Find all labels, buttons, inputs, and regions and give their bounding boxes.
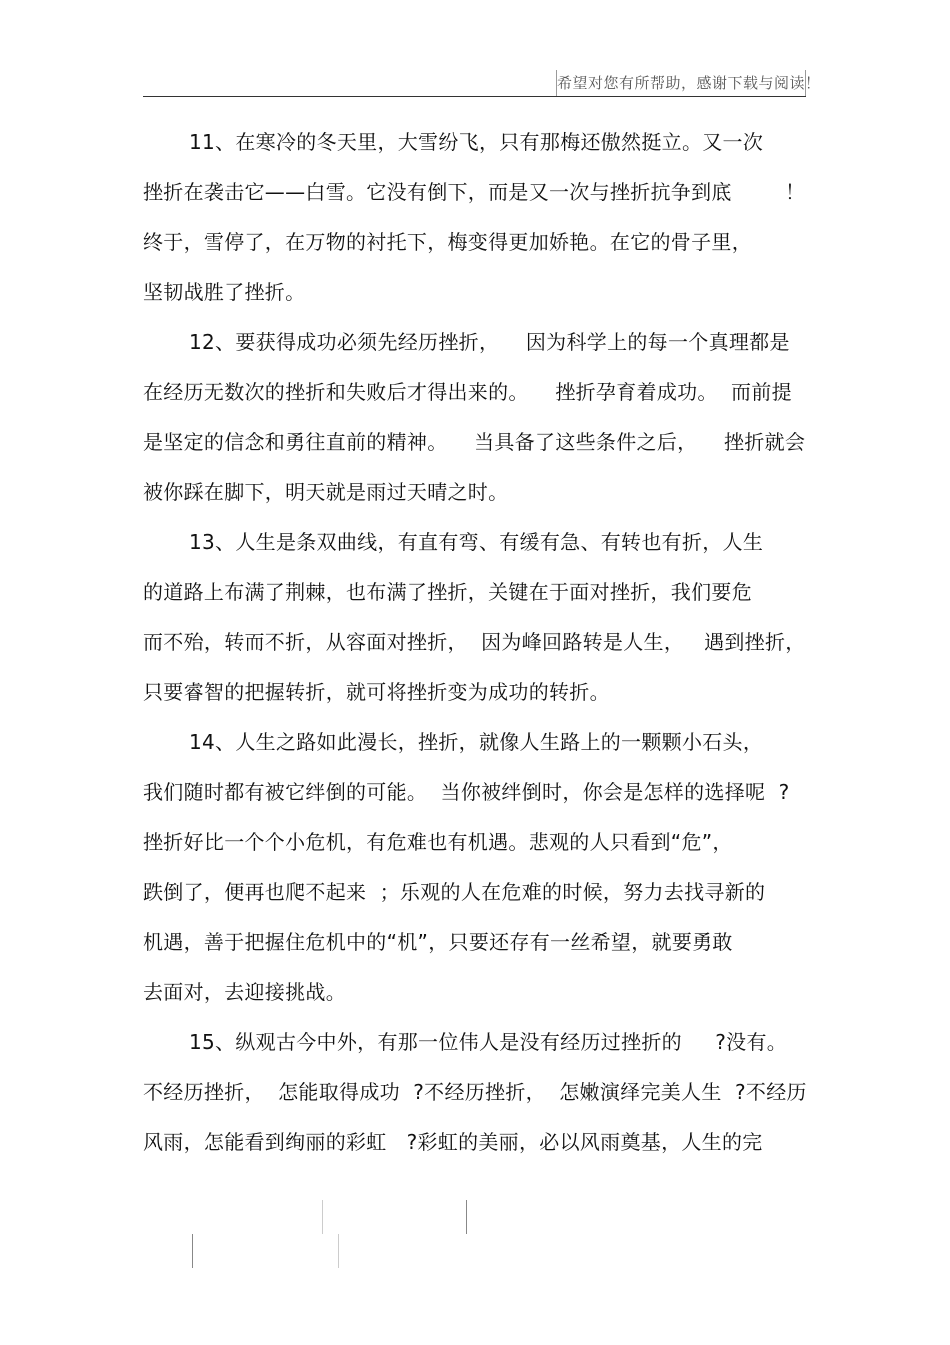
text-line: 而不殆，转而不折，从容面对挫折， 因为峰回路转是人生， 遇到挫折， xyxy=(143,630,806,654)
text-line: 不经历挫折， 怎能取得成功 ?不经历挫折， 怎嫩演绎完美人生 ?不经历 xyxy=(143,1080,807,1104)
text-line: 我们随时都有被它绊倒的可能。 当你被绊倒时，你会是怎样的选择呢 ? xyxy=(143,780,790,804)
paragraph-15 xyxy=(143,1017,823,1167)
text-line: 只要睿智的把握转折，就可将挫折变为成功的转折。 xyxy=(143,680,610,704)
text-line: 去面对，去迎接挑战。 xyxy=(143,980,346,1004)
text-line: 机遇，善于把握住危机中的“机”，只要还存有一丝希望，就要勇敢 xyxy=(143,930,733,954)
footer-mark xyxy=(322,1200,323,1234)
text-line: 挫折在袭击它——白雪。它没有倒下，而是又一次与挫折抗争到底 ！ xyxy=(143,180,806,204)
text-line: 的道路上布满了荆棘，也布满了挫折，关键在于面对挫折，我们要危 xyxy=(143,580,752,604)
text-line: 坚韧战胜了挫折。 xyxy=(143,280,306,304)
header-divider xyxy=(143,96,806,97)
paragraph-14 xyxy=(143,717,823,1017)
text-line: 11、在寒冷的冬天里，大雪纷飞，只有那梅还傲然挺立。又一次 xyxy=(189,130,764,154)
text-line: 被你踩在脚下，明天就是雨过天晴之时。 xyxy=(143,480,509,504)
footer-mark xyxy=(192,1234,193,1268)
footer-mark xyxy=(338,1234,339,1268)
text-line: 在经历无数次的挫折和失败后才得出来的。 挫折孕育着成功。 而前提 xyxy=(143,380,792,404)
text-line: 风雨，怎能看到绚丽的彩虹 ?彩虹的美丽，必以风雨奠基，人生的完 xyxy=(143,1130,763,1154)
text-line: 15、纵观古今中外，有那一位伟人是没有经历过挫折的 ?没有。 xyxy=(189,1030,788,1054)
text-line: 终于，雪停了，在万物的衬托下，梅变得更加娇艳。在它的骨子里， xyxy=(143,230,752,254)
text-line: 12、要获得成功必须先经历挫折， 因为科学上的每一个真理都是 xyxy=(189,330,790,354)
paragraph-11 xyxy=(143,117,823,317)
text-line: 14、人生之路如此漫长，挫折，就像人生路上的一颗颗小石头， xyxy=(189,730,764,754)
text-line: 是坚定的信念和勇往直前的精神。 当具备了这些条件之后， 挫折就会 xyxy=(143,430,806,454)
text-line: 13、人生是条双曲线，有直有弯、有缓有急、有转也有折，人生 xyxy=(189,530,764,554)
paragraph-13 xyxy=(143,517,823,717)
footer-mark xyxy=(466,1200,467,1234)
paragraph-12 xyxy=(143,317,823,517)
text-line: 挫折好比一个个小危机，有危难也有机遇。悲观的人只看到“危”， xyxy=(143,830,733,854)
header-note: 希望对您有所帮助，感谢下载与阅读！ xyxy=(556,70,806,96)
text-line: 跌倒了，便再也爬不起来 ；乐观的人在危难的时候，努力去找寻新的 xyxy=(143,880,766,904)
document-body xyxy=(143,117,823,1167)
